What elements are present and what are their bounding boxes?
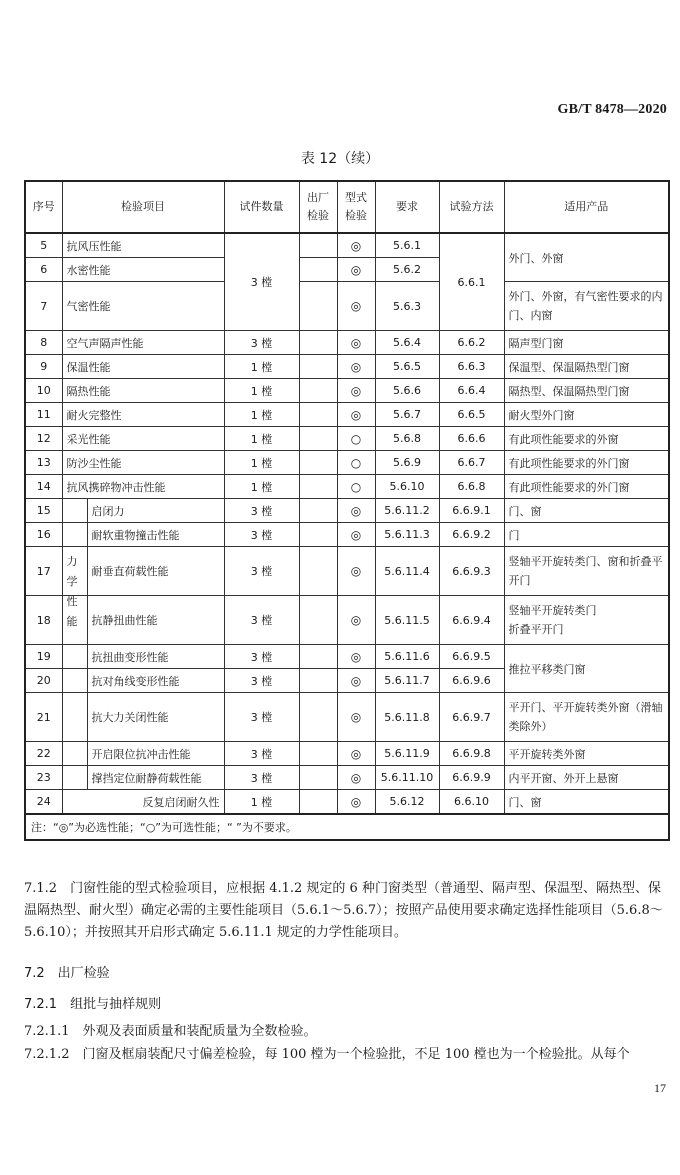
seq-cell: 7	[25, 282, 62, 331]
method-cell: 6.6.6	[439, 427, 504, 451]
table-row	[25, 427, 669, 451]
product-cell: 门、窗	[504, 499, 669, 523]
factory-cell	[299, 693, 337, 742]
col-factory: 出厂 检验	[299, 181, 337, 233]
product-cell: 竖轴平开旋转类门 折叠平开门	[504, 596, 669, 645]
item-label: 启闭力	[87, 499, 224, 522]
table-row	[25, 451, 669, 475]
method-cell: 6.6.10	[439, 790, 504, 815]
item-label: 耐软重物撞击性能	[87, 523, 224, 546]
item-cell	[62, 547, 224, 596]
type-cell: ◎	[337, 355, 375, 379]
method-cell: 6.6.9.9	[439, 766, 504, 790]
req-cell: 5.6.11.9	[375, 742, 439, 766]
product-cell: 竖轴平开旋转类门、窗和折叠平开门	[504, 547, 669, 596]
qty-cell: 1 樘	[224, 355, 299, 379]
seq-cell: 21	[25, 693, 62, 742]
item-cell: 耐火完整性	[62, 403, 224, 427]
type-cell: ◎	[337, 331, 375, 355]
method-cell: 6.6.9.4	[439, 596, 504, 645]
seq-cell: 23	[25, 766, 62, 790]
method-cell: 6.6.4	[439, 379, 504, 403]
type-cell: ◎	[337, 693, 375, 742]
table-row	[25, 331, 669, 355]
table-row	[25, 523, 669, 547]
item-cell: 反复启闭耐久性	[62, 790, 224, 815]
factory-cell	[299, 475, 337, 499]
table-row	[25, 547, 669, 596]
factory-cell	[299, 331, 337, 355]
item-label: 抗扭曲变形性能	[87, 645, 224, 668]
req-cell: 5.6.11.5	[375, 596, 439, 645]
heading-7-2-1: 7.2.1 组批与抽样规则	[24, 997, 162, 1012]
paragraph-7-2-1-1: 7.2.1.1 外观及表面质量和装配质量为全数检验。	[24, 1024, 317, 1039]
inspection-table	[24, 180, 670, 841]
table-note: 注：“◎”为必选性能；“○”为可选性能；“ ”为不要求。	[25, 814, 669, 840]
heading-7-2: 7.2 出厂检验	[24, 966, 110, 981]
type-cell: ◎	[337, 742, 375, 766]
product-cell: 有此项性能要求的外门窗	[504, 475, 669, 499]
req-cell: 5.6.10	[375, 475, 439, 499]
item-label: 抗大力关闭性能	[87, 693, 224, 741]
seq-cell: 12	[25, 427, 62, 451]
item-cell	[62, 766, 224, 790]
factory-cell	[299, 427, 337, 451]
item-cell: 气密性能	[62, 282, 224, 331]
table-row	[25, 282, 669, 331]
type-cell: ◎	[337, 379, 375, 403]
qty-cell: 3 樘	[224, 547, 299, 596]
item-cell: 抗风压性能	[62, 233, 224, 258]
req-cell: 5.6.8	[375, 427, 439, 451]
req-cell: 5.6.11.8	[375, 693, 439, 742]
item-label: 开启限位抗冲击性能	[87, 742, 224, 765]
factory-cell	[299, 379, 337, 403]
method-cell: 6.6.1	[439, 233, 504, 331]
factory-cell	[299, 742, 337, 766]
method-cell: 6.6.9.6	[439, 669, 504, 693]
qty-cell: 3 樘	[224, 233, 299, 331]
standard-number: GB/T 8478—2020	[557, 102, 667, 117]
factory-cell	[299, 523, 337, 547]
req-cell: 5.6.7	[375, 403, 439, 427]
product-cell: 门	[504, 523, 669, 547]
product-cell: 外门、外窗	[504, 233, 669, 282]
col-product: 适用产品	[504, 181, 669, 233]
qty-cell: 3 樘	[224, 499, 299, 523]
item-label: 耐垂直荷载性能	[87, 547, 224, 595]
factory-cell	[299, 547, 337, 596]
seq-cell: 5	[25, 233, 62, 258]
group-label-mechanical	[63, 555, 87, 644]
table-row	[25, 233, 669, 258]
factory-cell	[299, 403, 337, 427]
method-cell: 6.6.9.3	[439, 547, 504, 596]
method-cell: 6.6.9.5	[439, 645, 504, 669]
method-cell: 6.6.9.8	[439, 742, 504, 766]
item-cell: 隔热性能	[62, 379, 224, 403]
factory-cell	[299, 645, 337, 669]
req-cell: 5.6.12	[375, 790, 439, 815]
type-cell: ◎	[337, 233, 375, 258]
req-cell: 5.6.4	[375, 331, 439, 355]
seq-cell: 13	[25, 451, 62, 475]
product-cell: 耐火型外门窗	[504, 403, 669, 427]
type-cell: ◎	[337, 403, 375, 427]
table-row	[25, 596, 669, 645]
seq-cell: 20	[25, 669, 62, 693]
qty-cell: 1 樘	[224, 790, 299, 815]
table-row	[25, 766, 669, 790]
req-cell: 5.6.2	[375, 258, 439, 282]
item-cell: 防沙尘性能	[62, 451, 224, 475]
table-row	[25, 403, 669, 427]
item-cell	[62, 742, 224, 766]
seq-cell: 10	[25, 379, 62, 403]
col-qty: 试件数量	[224, 181, 299, 233]
table-row	[25, 475, 669, 499]
type-cell: ◎	[337, 596, 375, 645]
table-row	[25, 645, 669, 669]
type-cell: ◎	[337, 766, 375, 790]
qty-cell: 1 樘	[224, 403, 299, 427]
seq-cell: 6	[25, 258, 62, 282]
col-item: 检验项目	[62, 181, 224, 233]
item-cell	[62, 669, 224, 693]
item-label: 抗对角线变形性能	[87, 669, 224, 692]
col-req: 要求	[375, 181, 439, 233]
seq-cell: 14	[25, 475, 62, 499]
req-cell: 5.6.6	[375, 379, 439, 403]
table-row	[25, 355, 669, 379]
method-cell: 6.6.9.2	[439, 523, 504, 547]
item-cell	[62, 523, 224, 547]
table-header-row	[25, 181, 669, 233]
seq-cell: 16	[25, 523, 62, 547]
product-cell: 门、窗	[504, 790, 669, 815]
table-row	[25, 499, 669, 523]
item-cell: 空气声隔声性能	[62, 331, 224, 355]
seq-cell: 18	[25, 596, 62, 645]
seq-cell: 17	[25, 547, 62, 596]
qty-cell: 3 樘	[224, 645, 299, 669]
req-cell: 5.6.11.2	[375, 499, 439, 523]
type-cell: ◎	[337, 499, 375, 523]
method-cell: 6.6.9.1	[439, 499, 504, 523]
qty-cell: 1 樘	[224, 427, 299, 451]
product-cell: 有此项性能要求的外窗	[504, 427, 669, 451]
factory-cell	[299, 596, 337, 645]
item-label: 撑挡定位耐静荷载性能	[87, 766, 224, 789]
type-cell: ◎	[337, 258, 375, 282]
product-cell: 有此项性能要求的外门窗	[504, 451, 669, 475]
col-method: 试验方法	[439, 181, 504, 233]
qty-cell: 1 樘	[224, 451, 299, 475]
qty-cell: 3 樘	[224, 693, 299, 742]
item-cell	[62, 693, 224, 742]
factory-cell	[299, 355, 337, 379]
product-cell: 外门、外窗，有气密性要求的内门、内窗	[504, 282, 669, 331]
qty-cell: 3 樘	[224, 766, 299, 790]
factory-cell	[299, 499, 337, 523]
factory-cell	[299, 233, 337, 258]
item-cell: 保温性能	[62, 355, 224, 379]
table-title: 表 12（续）	[300, 151, 380, 167]
page-number: 17	[654, 1081, 666, 1095]
factory-cell	[299, 790, 337, 815]
item-cell	[62, 499, 224, 523]
qty-cell: 3 樘	[224, 669, 299, 693]
product-cell: 内平开窗、外开上悬窗	[504, 766, 669, 790]
qty-cell: 1 樘	[224, 379, 299, 403]
product-cell: 平开旋转类外窗	[504, 742, 669, 766]
type-cell: ◎	[337, 523, 375, 547]
type-cell: ◎	[337, 645, 375, 669]
qty-cell: 3 樘	[224, 523, 299, 547]
paragraph-7-1-2: 7.1.2 门窗性能的型式检验项目，应根据 4.1.2 规定的 6 种门窗类型（普通型、隔声型、保温型、隔热型、保温隔热型、耐火型）确定必需的主要性能项目（5.6.1～5.6.7）；按照产品使用要求确定选择性能项目（5.6.8～5.6.10）；并按照其开启形式确定 5.6.11.1 规定的力学性能项目。	[24, 881, 663, 940]
table-row	[25, 379, 669, 403]
seq-cell: 15	[25, 499, 62, 523]
req-cell: 5.6.11.4	[375, 547, 439, 596]
factory-cell	[299, 282, 337, 331]
req-cell: 5.6.5	[375, 355, 439, 379]
method-cell: 6.6.8	[439, 475, 504, 499]
seq-cell: 22	[25, 742, 62, 766]
factory-cell	[299, 258, 337, 282]
method-cell: 6.6.2	[439, 331, 504, 355]
type-cell: ◎	[337, 282, 375, 331]
item-cell	[62, 645, 224, 669]
seq-cell: 24	[25, 790, 62, 815]
item-cell: 水密性能	[62, 258, 224, 282]
factory-cell	[299, 451, 337, 475]
factory-cell	[299, 669, 337, 693]
req-cell: 5.6.1	[375, 233, 439, 258]
seq-cell: 19	[25, 645, 62, 669]
req-cell: 5.6.11.7	[375, 669, 439, 693]
req-cell: 5.6.11.10	[375, 766, 439, 790]
group-label-text: 力 学 性 能	[66, 555, 78, 628]
type-cell: ◎	[337, 669, 375, 693]
method-cell: 6.6.5	[439, 403, 504, 427]
type-cell: ○	[337, 451, 375, 475]
qty-cell: 3 樘	[224, 596, 299, 645]
method-cell: 6.6.9.7	[439, 693, 504, 742]
req-cell: 5.6.3	[375, 282, 439, 331]
type-cell: ○	[337, 475, 375, 499]
item-label: 抗静扭曲性能	[87, 596, 224, 644]
req-cell: 5.6.11.6	[375, 645, 439, 669]
factory-cell	[299, 766, 337, 790]
seq-cell: 11	[25, 403, 62, 427]
item-cell: 抗风携碎物冲击性能	[62, 475, 224, 499]
product-cell: 推拉平移类门窗	[504, 645, 669, 693]
qty-cell: 1 樘	[224, 475, 299, 499]
product-cell: 隔声型门窗	[504, 331, 669, 355]
col-type: 型式 检验	[337, 181, 375, 233]
table-row	[25, 790, 669, 815]
product-cell: 平开门、平开旋转类外窗（滑轴类除外）	[504, 693, 669, 742]
type-cell: ◎	[337, 790, 375, 815]
item-cell: 采光性能	[62, 427, 224, 451]
table-row	[25, 693, 669, 742]
req-cell: 5.6.9	[375, 451, 439, 475]
paragraph-7-2-1-2: 7.2.1.2 门窗及框扇装配尺寸偏差检验，每 100 樘为一个检验批，不足 100 樘也为一个检验批。从每个	[24, 1047, 630, 1062]
seq-cell: 9	[25, 355, 62, 379]
method-cell: 6.6.7	[439, 451, 504, 475]
type-cell: ○	[337, 427, 375, 451]
qty-cell: 3 樘	[224, 742, 299, 766]
req-cell: 5.6.11.3	[375, 523, 439, 547]
product-cell: 保温型、保温隔热型门窗	[504, 355, 669, 379]
product-cell: 隔热型、保温隔热型门窗	[504, 379, 669, 403]
type-cell: ◎	[337, 547, 375, 596]
seq-cell: 8	[25, 331, 62, 355]
method-cell: 6.6.3	[439, 355, 504, 379]
qty-cell: 3 樘	[224, 331, 299, 355]
table-row	[25, 742, 669, 766]
col-seq: 序号	[25, 181, 62, 233]
